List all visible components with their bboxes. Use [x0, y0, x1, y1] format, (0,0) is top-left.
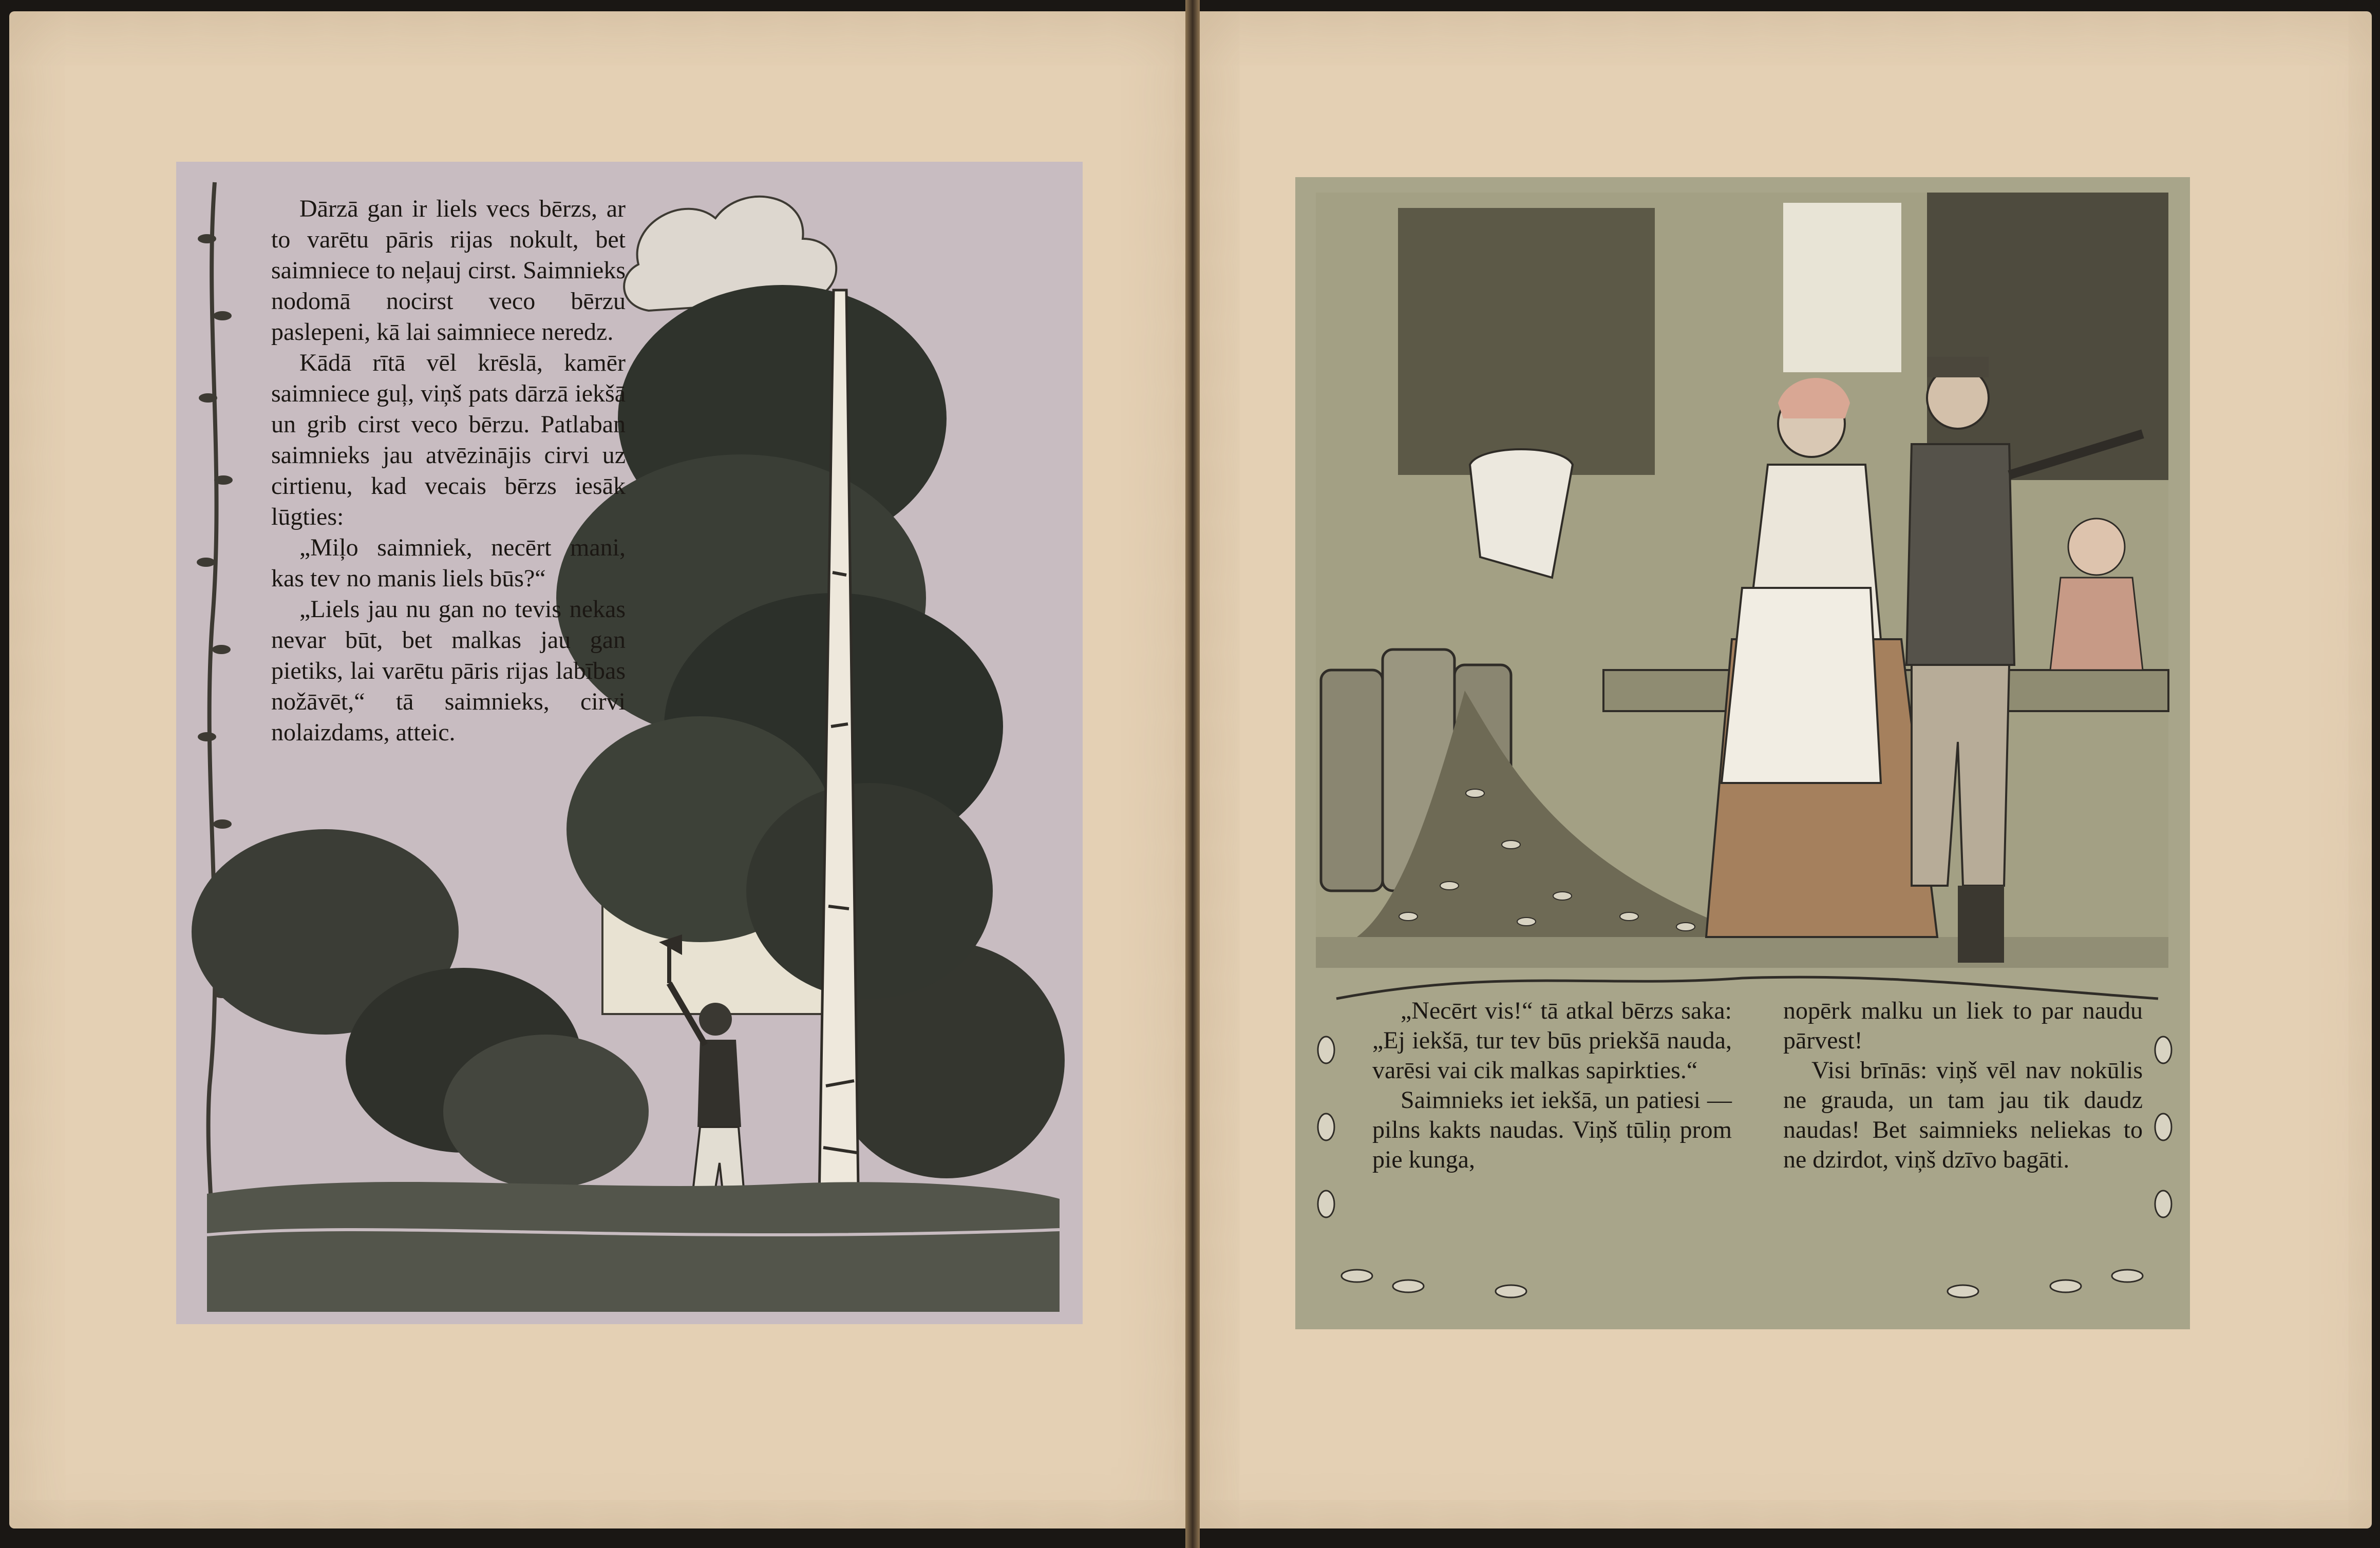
text-column-left: [1372, 996, 1732, 1175]
left-page-text: [271, 194, 626, 748]
paragraph: „Necērt vis!“ tā atkal bērzs saka: „Ej iekšā, tur tev būs priekšā nauda, varēsi vai cik malkas sapirkties.“: [1372, 997, 1732, 1084]
left-illustration-plate: [176, 162, 1083, 1324]
right-page-text: [1372, 996, 2143, 1175]
paragraph: „Liels jau nu gan no tevis nekas nevar būt, bet malkas jau gan pietiks, lai varētu pāris rijas labības nožāvēt,“ tā saimnieks, cirvi nolaizdams, atteic.: [271, 596, 626, 746]
paragraph: Visi brīnās: viņš vēl nav nokūlis ne grauda, un tam jau tik daudz naudas! Bet saimnieks neliekas to ne dzirdot, viņš dzīvo bagāti.: [1783, 1057, 2143, 1173]
paragraph: Saimnieks iet iekšā, un patiesi — pilns kakts naudas. Viņš tūliņ prom pie kunga,: [1372, 1086, 1732, 1173]
book-gutter: [1185, 0, 1200, 1548]
right-illustration-plate: [1295, 177, 2190, 1329]
paragraph: Kādā rītā vēl krēslā, kamēr saimniece guļ, viņš pats dārzā iekšā un grib cirst veco bērzu. Patlaban saimnieks jau atvēzinājis cirvi uz cirtienu, kad vecais bērzs iesāk lūgties:: [271, 349, 626, 530]
paragraph-continuation: nopērk malku un liek to par naudu pārvest!: [1783, 997, 2143, 1054]
text-column-right: [1783, 996, 2143, 1175]
paragraph: Dārzā gan ir liels vecs bērzs, ar to varētu pāris rijas nokult, bet saimniece to neļauj cirst. Saimnieks nodomā nocirst veco bērzu paslepeni, kā lai saimniece neredz.: [271, 195, 626, 346]
paragraph: „Miļo saimniek, necērt mani, kas tev no manis liels būs?“: [271, 534, 626, 592]
